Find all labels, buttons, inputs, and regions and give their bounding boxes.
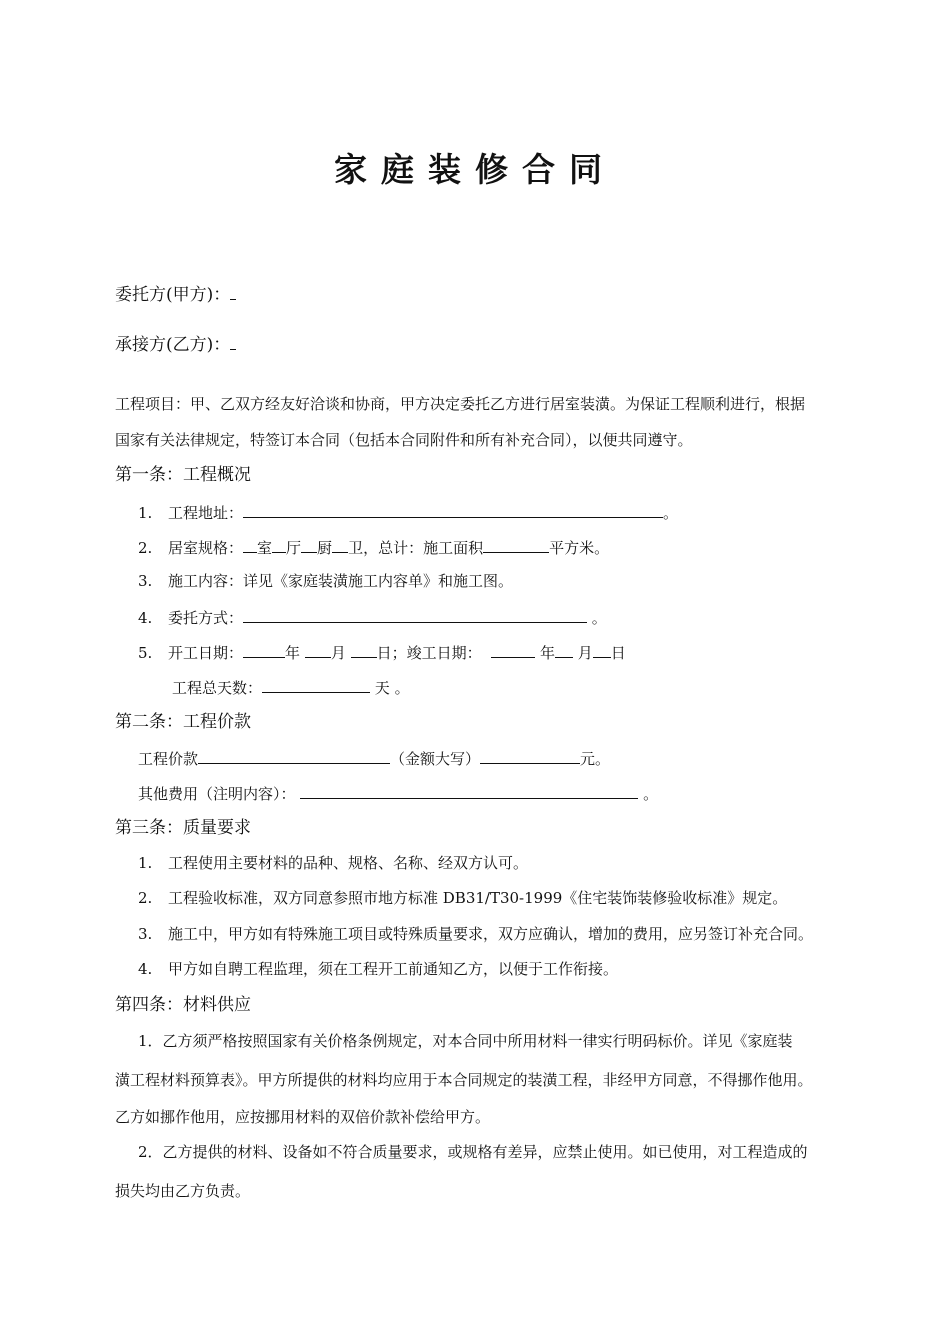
bath-blank[interactable] xyxy=(332,536,348,553)
article-1-item-4: 4. 委托方式： 。 xyxy=(138,606,607,628)
article-3-item-1: 1. 工程使用主要材料的品种、规格、名称、经双方认可。 xyxy=(138,854,529,872)
article-4-p1-line-2: 潢工程材料预算表》。甲方所提供的材料均应用于本合同规定的装潢工程，非经甲方同意，不得挪作他用。 xyxy=(115,1071,813,1089)
article-4-heading: 第四条：材料供应 xyxy=(115,995,251,1015)
article-4-p2-line-2: 损失均由乙方负责。 xyxy=(115,1182,251,1200)
start-year-blank[interactable] xyxy=(243,641,285,658)
party-b-blank[interactable] xyxy=(230,333,236,350)
party-a-label: 委托方(甲方)： xyxy=(115,285,231,305)
address-blank[interactable] xyxy=(243,501,663,518)
other-fees-blank[interactable] xyxy=(300,782,638,799)
price-line: 工程价款 （金额大写） 元。 xyxy=(138,747,610,769)
room-blank[interactable] xyxy=(243,536,257,553)
end-month-blank[interactable] xyxy=(555,641,573,658)
party-b-label: 承接方(乙方)： xyxy=(115,335,231,355)
article-4-p2-line-1: 2．乙方提供的材料、设备如不符合质量要求，或规格有差异，应禁止使用。如已使用，对工程造成的 xyxy=(138,1143,808,1161)
area-blank[interactable] xyxy=(483,536,549,553)
end-day-blank[interactable] xyxy=(593,641,611,658)
party-a-blank[interactable] xyxy=(230,283,236,300)
article-1-item-3: 3. 施工内容：详见《家庭装潢施工内容单》和施工图。 xyxy=(138,572,514,590)
article-4-p1-line-1: 1．乙方须严格按照国家有关价格条例规定，对本合同中所用材料一律实行明码标价。详见《家庭装 xyxy=(138,1032,793,1050)
party-a-line xyxy=(115,283,236,305)
item-number: 1. xyxy=(138,504,153,522)
total-days-blank[interactable] xyxy=(262,676,370,693)
page-title: 家庭装修合同 xyxy=(334,150,616,189)
item-label: 工程地址： xyxy=(168,504,244,522)
intro-line-2: 国家有关法律规定，特签订本合同（包括本合同附件和所有补充合同），以便共同遵守。 xyxy=(115,431,693,449)
intro-line-1: 工程项目：甲、乙双方经友好洽谈和协商，甲方决定委托乙方进行居室装潢。为保证工程顺利进行，根据 xyxy=(115,395,806,413)
price-capital-blank[interactable] xyxy=(480,747,580,764)
article-4-p1-line-3: 乙方如挪作他用，应按挪用材料的双倍价款补偿给甲方。 xyxy=(115,1108,491,1126)
start-day-blank[interactable] xyxy=(351,641,377,658)
article-1-item-5: 5. 开工日期： 年 月 日；竣工日期： 年 月 日 xyxy=(138,641,626,663)
party-b-line xyxy=(115,333,236,355)
article-1-heading: 第一条：工程概况 xyxy=(115,465,251,485)
commission-method-blank[interactable] xyxy=(243,606,587,623)
start-month-blank[interactable] xyxy=(305,641,331,658)
article-2-heading: 第二条：工程价款 xyxy=(115,712,251,732)
other-fees-line: 其他费用（注明内容）： 。 xyxy=(138,782,658,804)
article-3-heading: 第三条：质量要求 xyxy=(115,818,251,838)
article-1-item-1: 1. 工程地址： 。 xyxy=(138,501,678,523)
total-days-line: 工程总天数： 天 。 xyxy=(172,676,410,698)
article-3-item-3: 3. 施工中，甲方如有特殊施工项目或特殊质量要求，双方应确认，增加的费用，应另签订补充合同。 xyxy=(138,925,814,943)
price-blank[interactable] xyxy=(198,747,390,764)
kitchen-blank[interactable] xyxy=(301,536,317,553)
end-year-blank[interactable] xyxy=(491,641,535,658)
article-1-item-2: 2. 居室规格： 室 厅 厨 卫，总计：施工面积 平方米。 xyxy=(138,536,609,558)
hall-blank[interactable] xyxy=(272,536,286,553)
article-3-item-2: 2. 工程验收标准，双方同意参照市地方标准 DB31/T30-1999《住宅装饰装修验收标准》规定。 xyxy=(138,889,788,907)
article-3-item-4: 4. 甲方如自聘工程监理，须在工程开工前通知乙方，以便于工作衔接。 xyxy=(138,960,619,978)
